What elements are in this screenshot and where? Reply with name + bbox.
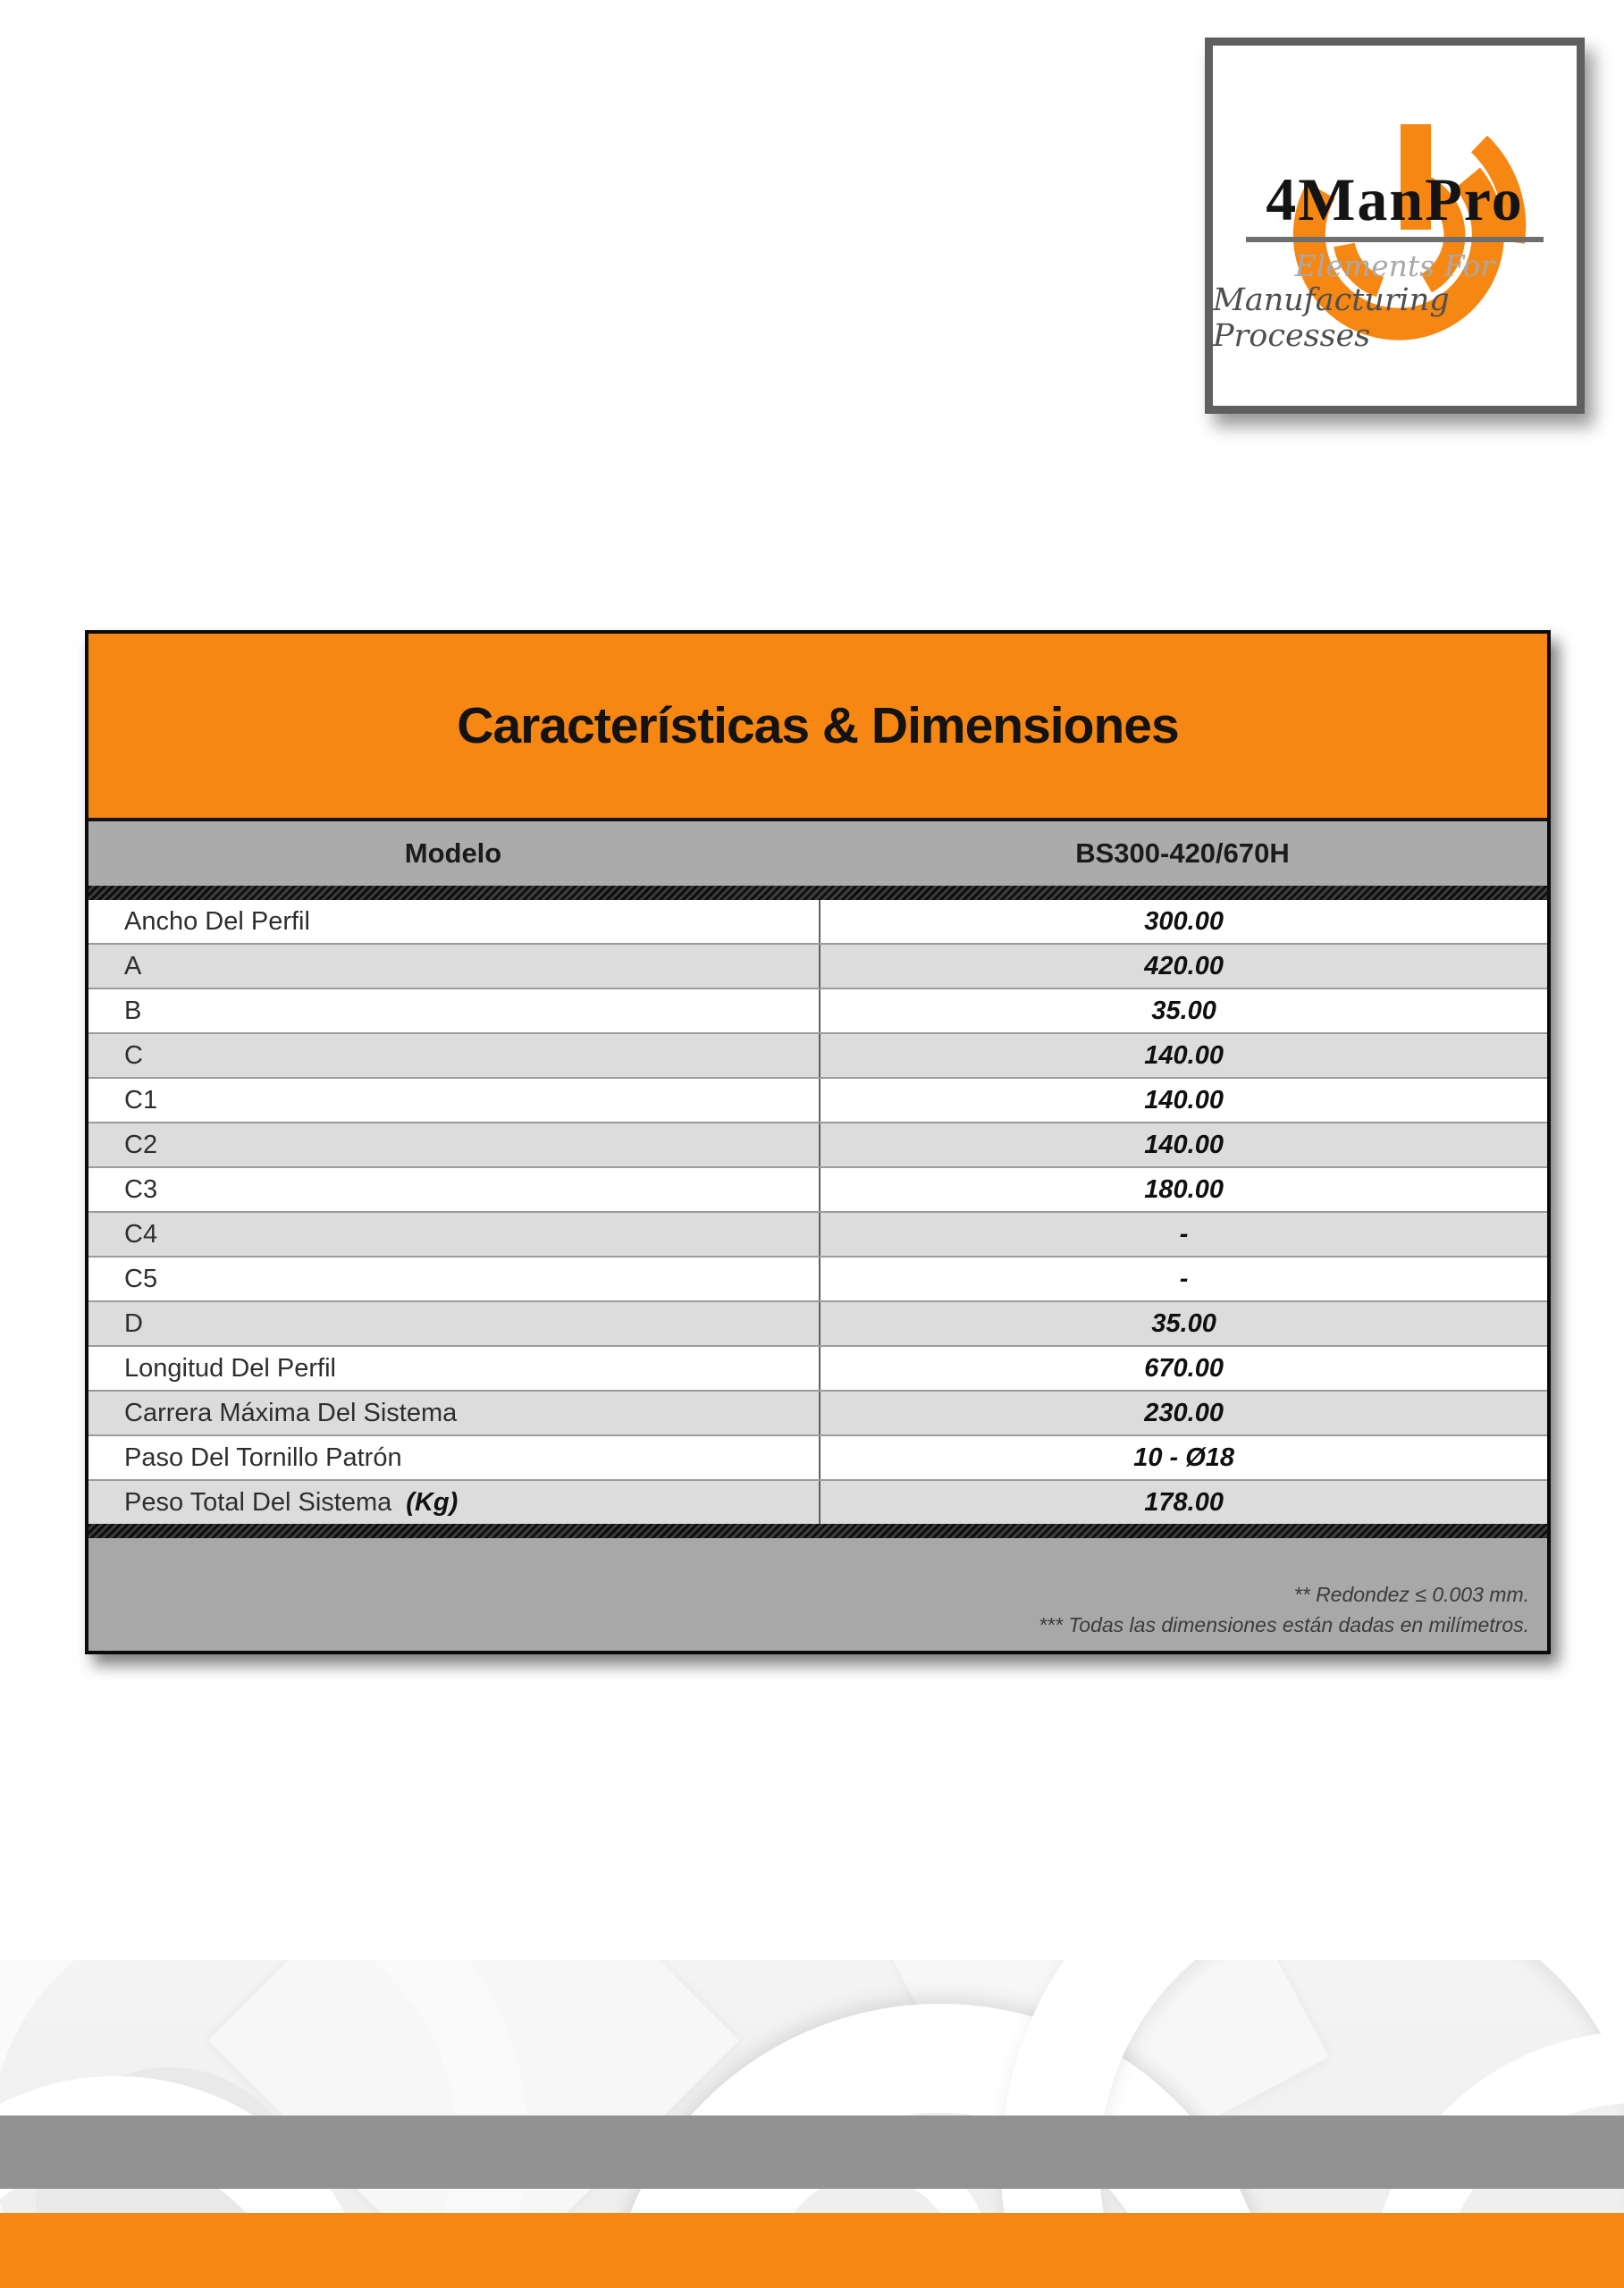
model-value: BS300-420/670H xyxy=(1075,837,1290,869)
row-value: 35.00 xyxy=(1151,996,1216,1025)
table-row xyxy=(88,1077,1547,1122)
table-row xyxy=(88,1434,1547,1479)
row-label: Paso Del Tornillo Patrón xyxy=(88,1436,820,1479)
table-row xyxy=(88,1032,1547,1077)
row-value: 178.00 xyxy=(1144,1487,1224,1517)
row-value: 140.00 xyxy=(1144,1085,1224,1115)
footnote-units: *** Todas las dimensiones están dadas en milímetros. xyxy=(1039,1613,1529,1636)
row-value: 140.00 xyxy=(1144,1130,1224,1159)
gray-footer-bar xyxy=(0,2116,1624,2189)
row-label-unit: (Kg) xyxy=(406,1487,459,1517)
row-value: 180.00 xyxy=(1144,1174,1224,1204)
row-label: Carrera Máxima Del Sistema xyxy=(88,1392,820,1434)
row-value: 670.00 xyxy=(1144,1353,1224,1383)
orange-footer-bar xyxy=(0,2213,1624,2288)
table-row xyxy=(88,988,1547,1032)
row-value: 140.00 xyxy=(1144,1040,1224,1070)
row-value: 300.00 xyxy=(1144,906,1224,936)
table-row xyxy=(88,1256,1547,1300)
model-label: Modelo xyxy=(404,837,502,869)
row-label: A xyxy=(88,945,820,988)
row-value: 35.00 xyxy=(1151,1308,1216,1338)
row-value: - xyxy=(1179,1219,1189,1249)
model-row xyxy=(88,821,1547,886)
row-label: C5 xyxy=(88,1258,820,1300)
row-label: C2 xyxy=(88,1123,820,1166)
row-value: 230.00 xyxy=(1144,1398,1224,1427)
table-footnotes xyxy=(88,1538,1547,1651)
row-label: D xyxy=(88,1302,820,1345)
table-row xyxy=(88,1211,1547,1256)
table-row xyxy=(88,943,1547,988)
table-row xyxy=(88,1479,1547,1524)
row-label: C xyxy=(88,1034,820,1077)
row-label: C3 xyxy=(88,1168,820,1211)
table-row xyxy=(88,900,1547,943)
table-row xyxy=(88,1390,1547,1434)
logo-divider xyxy=(1246,237,1544,242)
logo-tagline-line2: Manufacturing Processes xyxy=(1213,282,1450,354)
table-row xyxy=(88,1122,1547,1166)
row-value: 10 - Ø18 xyxy=(1133,1443,1235,1472)
row-value: - xyxy=(1179,1264,1189,1293)
row-label: C1 xyxy=(88,1079,820,1122)
row-label: Longitud Del Perfil xyxy=(88,1347,820,1390)
decorative-footer xyxy=(0,1960,1624,2288)
logo-text xyxy=(1213,46,1577,406)
row-label: Peso Total Del Sistema (Kg) xyxy=(88,1481,820,1524)
footnote-roundness: ** Redondez ≤ 0.003 mm. xyxy=(1293,1583,1529,1606)
spec-table xyxy=(85,630,1551,1654)
row-label: C4 xyxy=(88,1213,820,1256)
row-label: B xyxy=(88,989,820,1032)
brand-name: 4ManPro xyxy=(1266,165,1524,233)
row-label: Ancho Del Perfil xyxy=(88,900,820,943)
table-rows xyxy=(88,900,1547,1524)
logo-tagline-line1: Elements For xyxy=(1294,248,1495,283)
table-row xyxy=(88,1166,1547,1211)
row-value: 420.00 xyxy=(1144,951,1224,980)
separator-hatch-top xyxy=(88,886,1547,900)
table-title: Características & Dimensiones xyxy=(88,634,1547,821)
table-row xyxy=(88,1300,1547,1345)
separator-hatch-bottom xyxy=(88,1524,1547,1538)
brand-logo xyxy=(1205,38,1585,414)
table-row xyxy=(88,1345,1547,1390)
